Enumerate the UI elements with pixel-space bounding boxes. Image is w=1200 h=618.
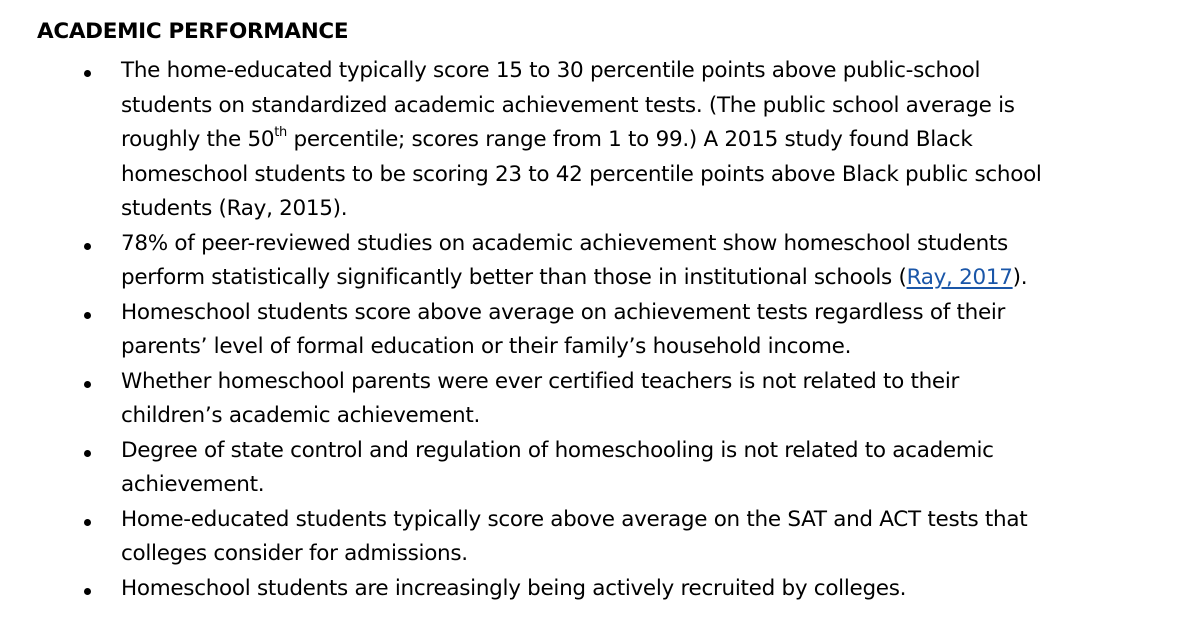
text-segment: percentile; scores range from 1 to 99.) A 2015 study found Black [286, 127, 973, 152]
bullet-icon [84, 70, 91, 77]
list-item [0, 572, 1200, 607]
text-segment: roughly the 50 [121, 127, 275, 152]
bullet-icon [84, 381, 91, 388]
text-line: Degree of state control and regulation of homeschooling is not related to academic [121, 437, 994, 463]
text-segment: ). [1012, 265, 1028, 290]
text-line: Home-educated students typically score above average on the SAT and ACT tests that [121, 506, 1028, 532]
text-line: Whether homeschool parents were ever certified teachers is not related to their [121, 368, 960, 394]
text-line: colleges consider for admissions. [121, 541, 468, 566]
text-line: homeschool students to be scoring 23 to 42 percentile points above Black public school [121, 161, 1042, 187]
text-line: achievement. [121, 472, 265, 497]
text-line [121, 261, 1140, 296]
list-item [0, 503, 1200, 572]
list-item [0, 296, 1200, 365]
text-line: parents’ level of formal education or their family’s household income. [121, 334, 852, 359]
bullet-icon [84, 588, 91, 595]
text-line: students on standardized academic achievement tests. (The public school average is [121, 92, 1015, 118]
text-line: children’s academic achievement. [121, 403, 480, 428]
list-item [0, 365, 1200, 434]
list-item [0, 434, 1200, 503]
citation-link[interactable]: Ray, 2017 [906, 265, 1013, 290]
bullet-icon [84, 450, 91, 457]
text-line: Homeschool students are increasingly being actively recruited by colleges. [121, 575, 907, 601]
text-line: students (Ray, 2015). [121, 196, 348, 221]
bullet-list [0, 54, 1200, 606]
bullet-icon [84, 519, 91, 526]
text-segment: perform statistically significantly better than those in institutional schools ( [121, 265, 907, 290]
text-line: The home-educated typically score 15 to 30 percentile points above public-school [121, 58, 981, 83]
text-line: Homeschool students score above average on achievement tests regardless of their [121, 299, 1006, 325]
superscript: th [274, 124, 287, 140]
bullet-icon [84, 312, 91, 319]
text-line [121, 123, 1140, 158]
text-line: 78% of peer-reviewed studies on academic achievement show homeschool students [121, 230, 1008, 256]
list-item [0, 54, 1200, 227]
list-item [0, 227, 1200, 296]
section-heading: ACADEMIC PERFORMANCE [37, 19, 349, 44]
bullet-icon [84, 243, 91, 250]
